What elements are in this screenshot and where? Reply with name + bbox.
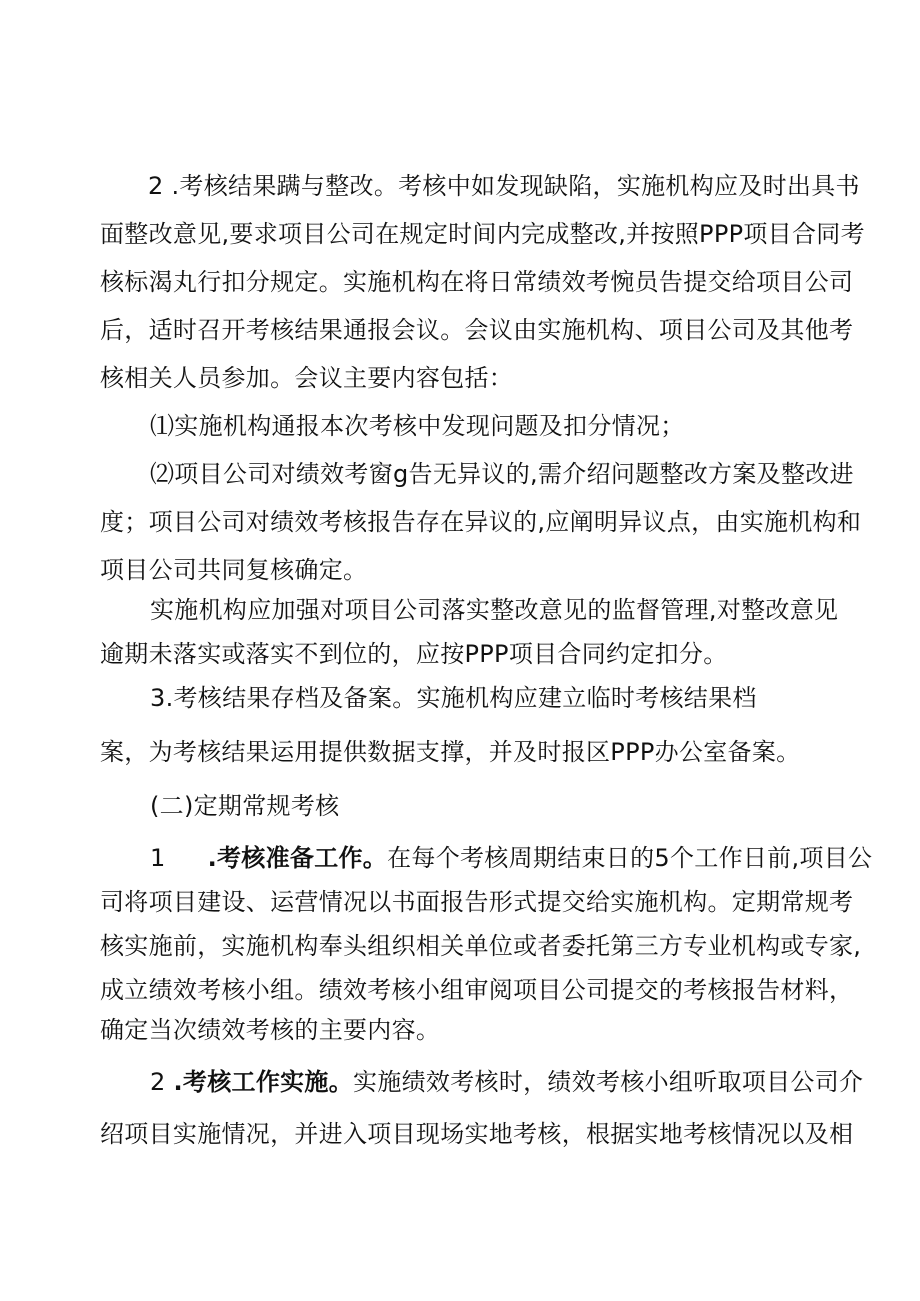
item-1-text: 在每个考核周期结束日的5个工作日前,项目公	[387, 844, 873, 872]
item-1-first-line	[0, 836, 920, 880]
item-2-text: 实施绩效考核时，绩效考核小组听取项目公司介	[353, 1068, 864, 1096]
paragraph-line: 面整改意见,要求项目公司在规定时间内完成整改,并按照PPP项目合同考	[100, 220, 865, 248]
item-1-title: .考核准备工作。	[207, 844, 388, 872]
paragraph-line: 度；项目公司对绩效考核报告存在异议的,应阐明异议点，由实施机构和	[100, 508, 862, 536]
paragraph-line: 后，适时召开考核结果通报会议。会议由实施机构、项目公司及其他考	[100, 316, 854, 344]
paragraph-line: 案，为考核结果运用提供数据支撑，并及时报区PPP办公室备案。	[100, 738, 801, 766]
section-heading: (二)定期常规考核	[150, 792, 340, 820]
paragraph-line: 3.考核结果存档及备案。实施机构应建立临时考核结果档	[150, 684, 757, 712]
paragraph-line: 项目公司共同复核确定。	[100, 556, 368, 584]
item-2-first-line	[0, 1060, 920, 1104]
item-2-number: 2	[150, 1068, 174, 1096]
paragraph-line: 核标渴丸行扣分规定。实施机构在将日常绩效考惋员告提交给项目公司	[100, 268, 854, 296]
paragraph-line: 绍项目实施情况，并进入项目现场实地考核，根据实地考核情况以及相	[100, 1120, 854, 1148]
item-2-title: .考核工作实施。	[173, 1068, 354, 1096]
paragraph-line: 实施机构应加强对项目公司落实整改意见的监督管理,对整改意见	[150, 596, 839, 624]
paragraph-line: 成立绩效考核小组。绩效考核小组审阅项目公司提交的考核报告材料，	[100, 976, 854, 1004]
paragraph-line: 确定当次绩效考核的主要内容。	[100, 1016, 441, 1044]
list-item-line: ⑴实施机构通报本次考核中发现问题及扣分情况；	[150, 412, 685, 440]
paragraph-line: 核相关人员参加。会议主要内容包括：	[100, 364, 514, 392]
paragraph-line: 2 .考核结果蹒与整改。考核中如发现缺陷，实施机构应及时出具书	[148, 172, 860, 200]
paragraph-line: 核实施前，实施机构奉头组织相关单位或者委托第三方专业机构或专家,	[100, 932, 862, 960]
list-item-line: ⑵项目公司对绩效考窗g告无异议的,需介绍问题整改方案及整改进	[150, 460, 854, 488]
paragraph-line: 逾期未落实或落实不到位的，应按PPP项目合同约定扣分。	[100, 640, 728, 668]
item-1-number: 1	[150, 844, 166, 872]
paragraph-line: 司将项目建设、运营情况以书面报告形式提交给实施机构。定期常规考	[100, 888, 854, 916]
